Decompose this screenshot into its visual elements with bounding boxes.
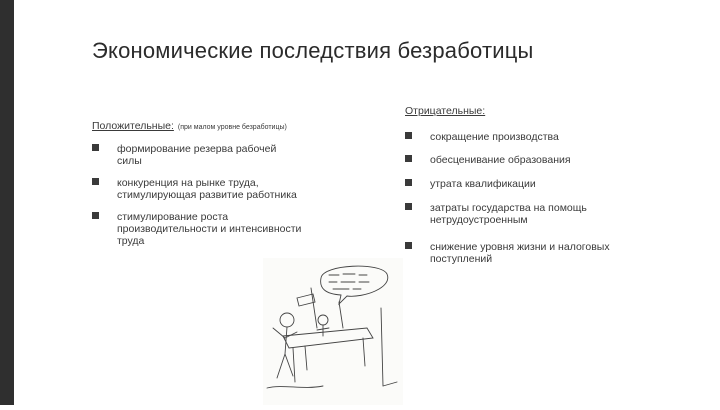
item-line: стимулирование роста	[117, 211, 229, 223]
item-line: труда	[117, 235, 145, 247]
item-line: утрата квалификации	[430, 178, 536, 190]
positive-note: (при малом уровне безработицы)	[177, 124, 287, 131]
item-line: силы	[117, 155, 142, 167]
bullet-square-icon	[405, 132, 412, 139]
bullet-square-icon	[92, 144, 99, 151]
item-line: стимулирующая развитие работника	[117, 189, 297, 201]
slide-title: Экономические последствия безработицы	[92, 38, 534, 63]
bullet-square-icon	[405, 242, 412, 249]
left-accent-band	[0, 0, 14, 405]
negative-heading: Отрицательные:	[405, 105, 486, 117]
item-line: затраты государства на помощь	[430, 202, 587, 214]
item-line: поступлений	[430, 253, 493, 265]
bullet-square-icon	[92, 178, 99, 185]
item-line: сокращение производства	[430, 131, 559, 143]
bullet-square-icon	[405, 155, 412, 162]
item-line: производительности и интенсивности	[117, 223, 302, 235]
positive-heading-row	[92, 120, 287, 132]
item-line: формирование резерва рабочей	[117, 143, 277, 155]
negative-heading-row	[405, 105, 485, 117]
item-line: нетрудоустроенным	[430, 214, 528, 226]
item-line: конкуренция на рынке труда,	[117, 177, 259, 189]
positive-heading: Положительные:	[92, 120, 174, 132]
cartoon-image	[263, 258, 403, 405]
bullet-square-icon	[405, 179, 412, 186]
cartoon-sketch-icon	[263, 258, 403, 405]
item-line: обесценивание образования	[430, 154, 571, 166]
bullet-square-icon	[405, 203, 412, 210]
bullet-square-icon	[92, 212, 99, 219]
item-line: снижение уровня жизни и налоговых	[430, 241, 610, 253]
